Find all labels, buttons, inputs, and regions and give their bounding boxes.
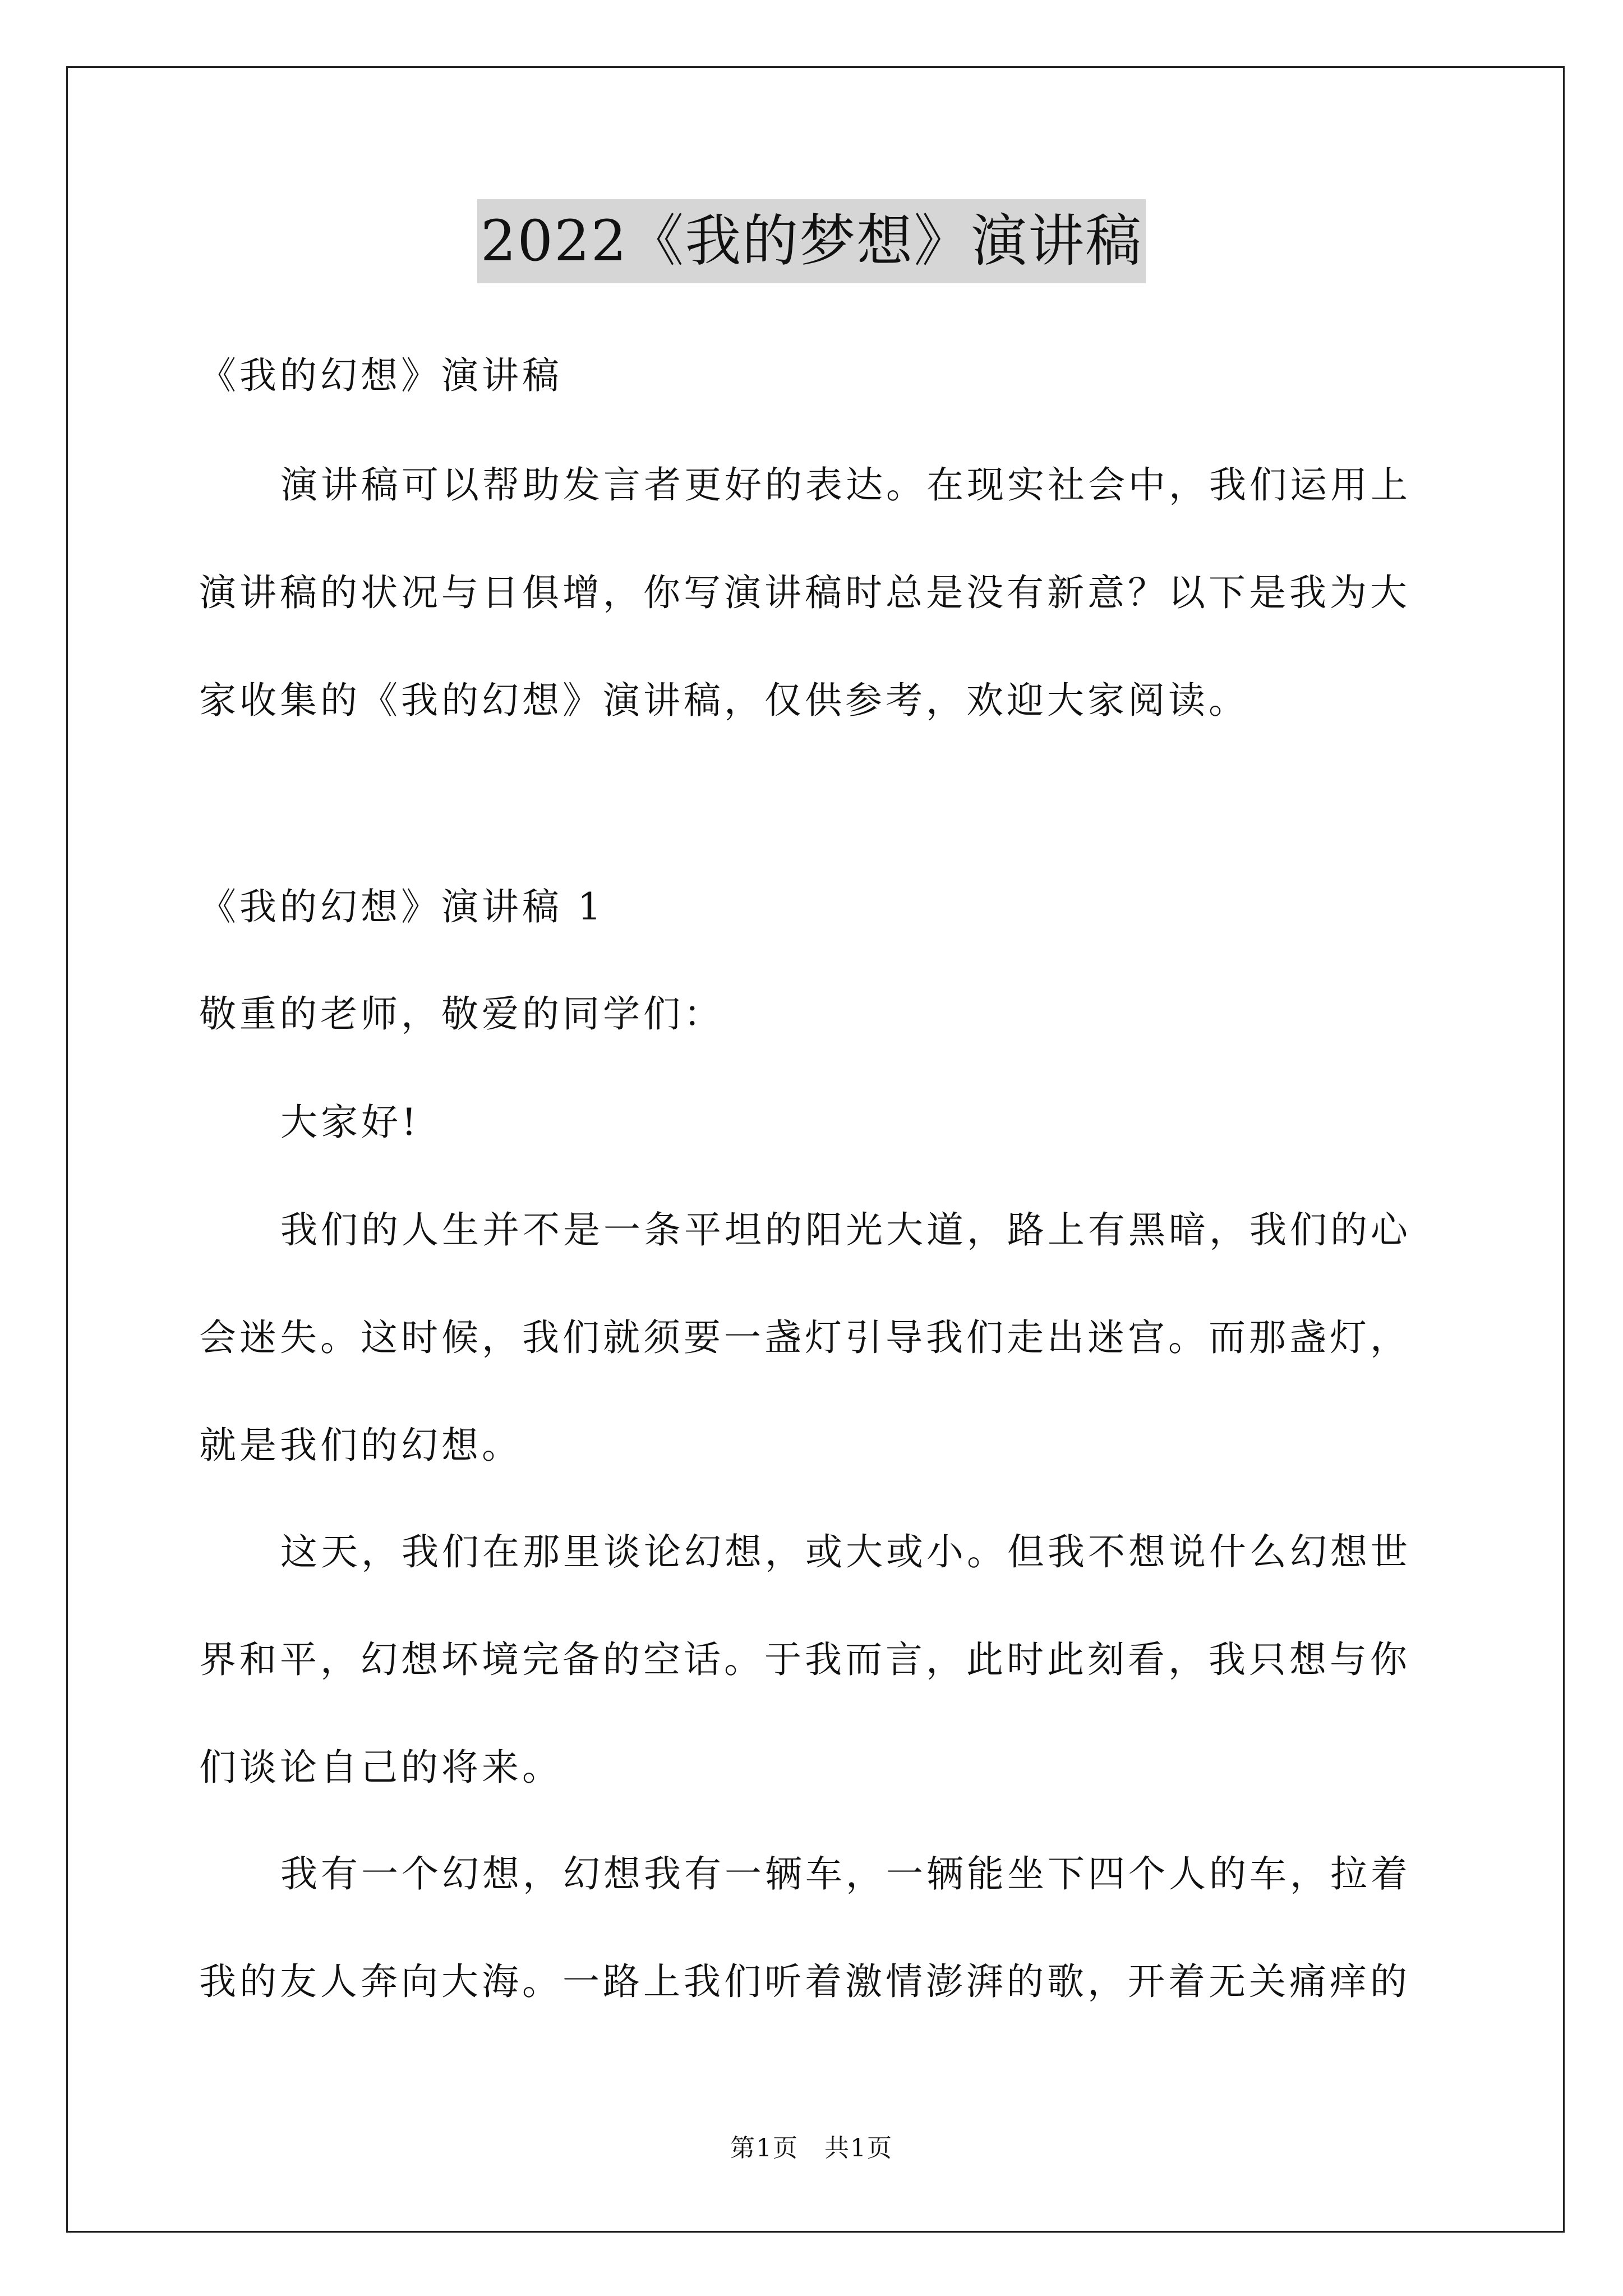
paragraph-line: 就是我们的幻想。 <box>199 1424 522 1467</box>
paragraph-line: 我有一个幻想，幻想我有一辆车，一辆能坐下四个人的车，拉着 <box>280 1852 1411 1895</box>
section-title: 《我的幻想》演讲稿 1 <box>199 885 605 928</box>
paragraph-line: 我们的人生并不是一条平坦的阳光大道，路上有黑暗，我们的心 <box>280 1208 1411 1251</box>
title-container <box>0 199 1623 283</box>
paragraph-line: 家收集的《我的幻想》演讲稿，仅供参考，欢迎大家阅读。 <box>199 679 1249 722</box>
document-title: 2022《我的梦想》演讲稿 <box>477 199 1146 283</box>
subtitle: 《我的幻想》演讲稿 <box>199 354 562 397</box>
paragraph-line: 演讲稿可以帮助发言者更好的表达。在现实社会中，我们运用上 <box>280 463 1411 507</box>
paragraph-line: 演讲稿的状况与日俱增，你写演讲稿时总是没有新意？以下是我为大 <box>199 571 1410 614</box>
paragraph-line: 们谈论自己的将来。 <box>199 1746 562 1789</box>
paragraph-line: 我的友人奔向大海。一路上我们听着激情澎湃的歌，开着无关痛痒的 <box>199 1960 1410 2003</box>
salutation: 敬重的老师，敬爱的同学们： <box>199 992 724 1036</box>
paragraph-line: 界和平，幻想坏境完备的空话。于我而言，此时此刻看，我只想与你 <box>199 1638 1410 1681</box>
page-number: 第1页 共1页 <box>730 2134 893 2162</box>
document-body <box>199 348 1444 2010</box>
page-footer <box>0 2132 1623 2165</box>
greeting: 大家好! <box>280 1101 420 1144</box>
body-paragraph-2 <box>199 1524 1444 1796</box>
intro-paragraph <box>199 457 1444 729</box>
body-paragraph-3 <box>199 1846 1444 2010</box>
paragraph-line: 会迷失。这时候，我们就须要一盏灯引导我们走出迷宫。而那盏灯， <box>199 1316 1410 1359</box>
body-paragraph-1 <box>199 1202 1444 1474</box>
paragraph-line: 这天，我们在那里谈论幻想，或大或小。但我不想说什么幻想世 <box>280 1530 1411 1573</box>
